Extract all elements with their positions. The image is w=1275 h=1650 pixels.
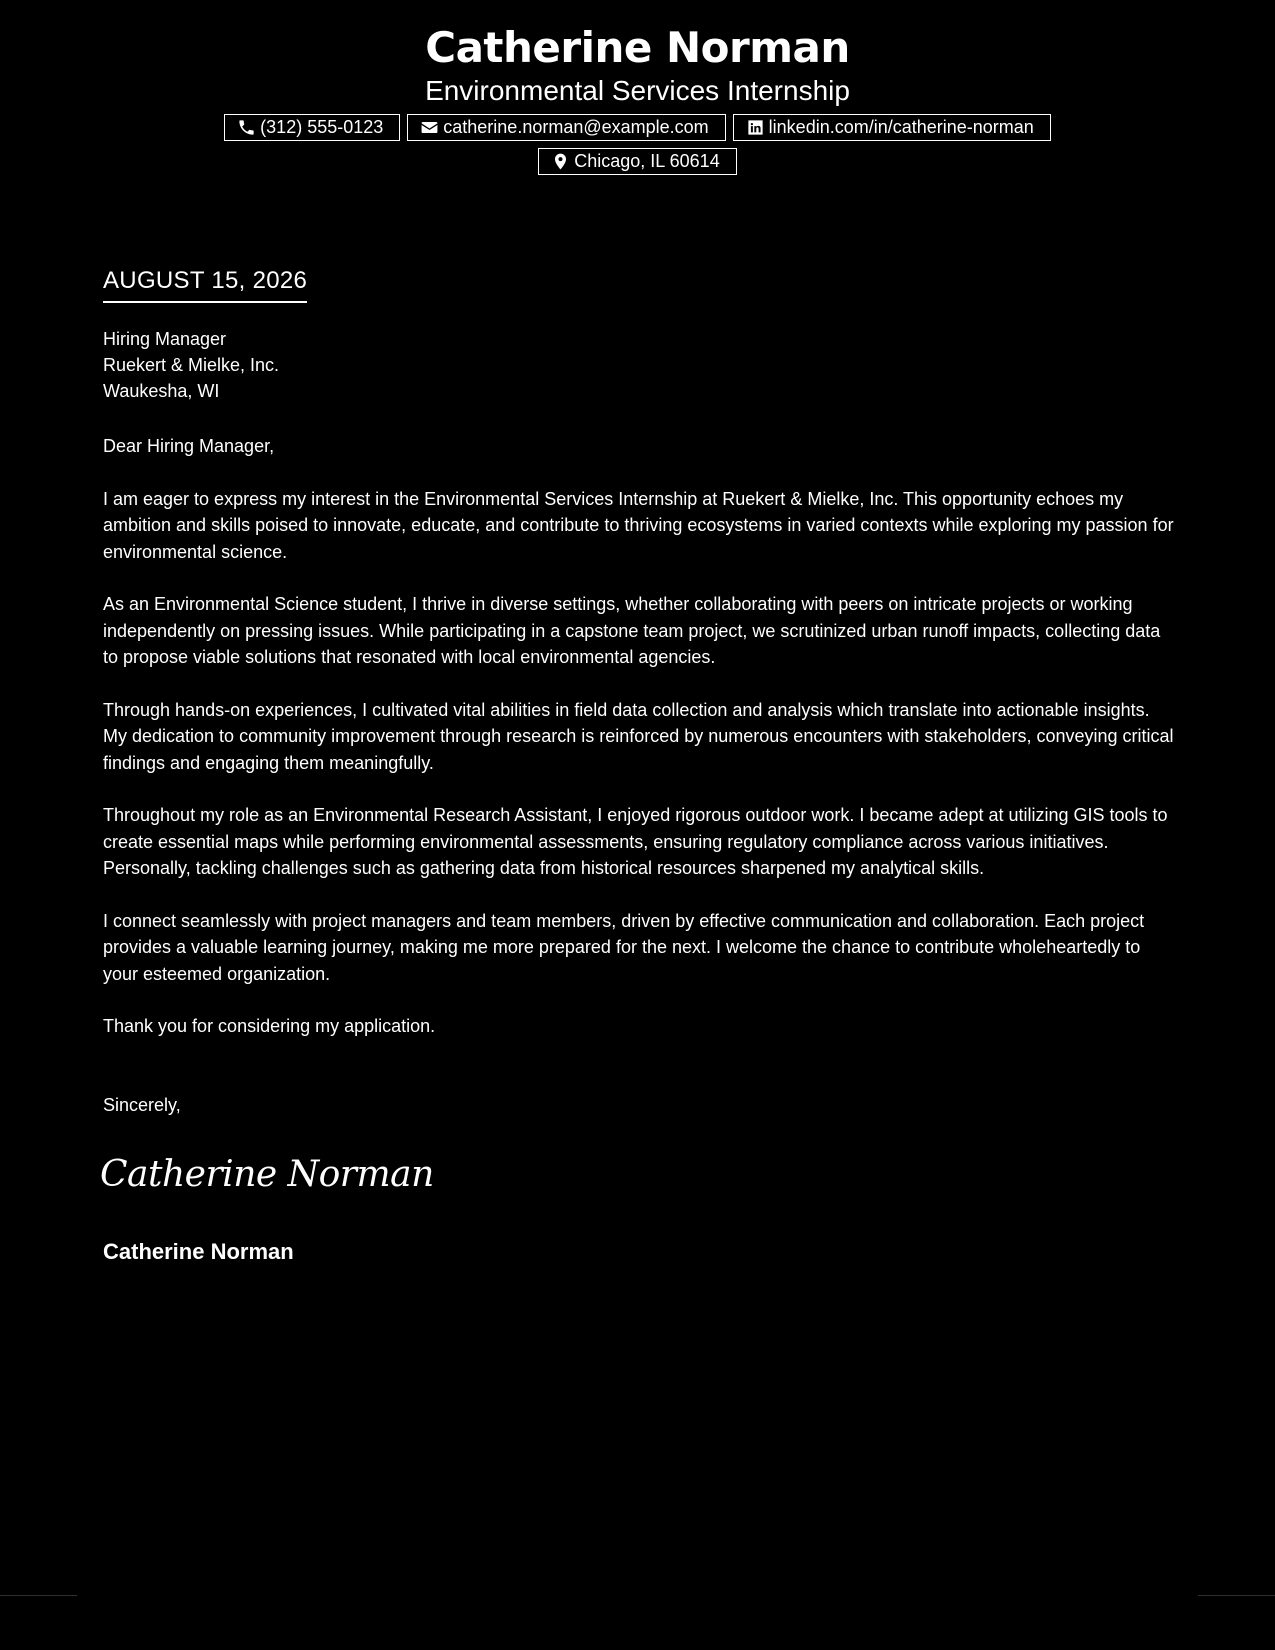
footer-divider-right xyxy=(1198,1595,1275,1596)
location-text: Chicago, IL 60614 xyxy=(574,151,720,171)
envelope-icon xyxy=(420,118,439,137)
email-chip[interactable] xyxy=(407,114,725,141)
salutation: Dear Hiring Manager, xyxy=(103,436,275,456)
email-text: catherine.norman@example.com xyxy=(443,117,709,137)
signed-name: Catherine Norman xyxy=(103,1239,294,1264)
phone-icon xyxy=(237,118,256,137)
applicant-name: Catherine Norman xyxy=(425,23,850,72)
body-paragraph: I am eager to express my interest in the Environmental Services Internship at Ruekert & Mielke, Inc. This opportunity echoes my ambition and skills poised to innovate, educate, and contribute to thriving ecosystems in varied contexts while exploring my passion for environmental science. xyxy=(103,488,1174,562)
job-title: Environmental Services Internship xyxy=(425,75,850,106)
contact-row xyxy=(0,114,1275,141)
body-paragraph: Throughout my role as an Environmental Research Assistant, I enjoyed rigorous outdoor work. I became adept at utilizing GIS tools to create essential maps while performing environmental assessments, ensuring regulatory compliance across various initiatives. Personally, tackling challenges such as gathering data from historical resources sharpened my analytical skills. xyxy=(103,805,1168,878)
letter-body xyxy=(103,433,1175,1066)
phone-text: (312) 555-0123 xyxy=(260,117,384,137)
signature: Catherine Norman xyxy=(100,1154,434,1195)
letter-date-block xyxy=(103,266,307,303)
body-paragraph: Through hands-on experiences, I cultivated vital abilities in field data collection and analysis which translate into actionable insights. My dedication to community improvement through research is reinforced by numerous encounters with stakeholders, conveying critical findings and engaging them meaningfully. xyxy=(103,699,1174,773)
letter-date: AUGUST 15, 2026 xyxy=(103,266,307,303)
linkedin-icon xyxy=(746,118,765,137)
recipient-line: Ruekert & Mielke, Inc. xyxy=(103,355,280,375)
body-paragraph: As an Environmental Science student, I thrive in diverse settings, whether collaborating with peers on intricate projects or working independently on pressing issues. While participating in a capstone team project, we scrutinized urban runoff impacts, collecting data to propose viable solutions that resonated with local environmental agencies. xyxy=(103,594,1161,667)
linkedin-chip[interactable] xyxy=(733,114,1051,141)
recipient-block xyxy=(103,326,279,404)
body-paragraph: I connect seamlessly with project managers and team members, driven by effective communication and collaboration. Each project provides a valuable learning journey, making me more prepared for the next. I welcome the chance to contribute wholeheartedly to your esteemed organization. xyxy=(103,910,1145,984)
recipient-line: Hiring Manager xyxy=(103,329,227,349)
closing: Sincerely, xyxy=(103,1095,181,1115)
linkedin-text: linkedin.com/in/catherine-norman xyxy=(768,117,1034,137)
letter-header xyxy=(0,22,1275,175)
map-marker-icon xyxy=(551,152,570,171)
footer-divider-left xyxy=(0,1595,77,1596)
recipient-line: Waukesha, WI xyxy=(103,381,220,401)
thank-you-line: Thank you for considering my application. xyxy=(103,1016,436,1036)
contact-row-location xyxy=(0,148,1275,175)
location-chip xyxy=(538,148,736,175)
phone-chip[interactable] xyxy=(224,114,400,141)
